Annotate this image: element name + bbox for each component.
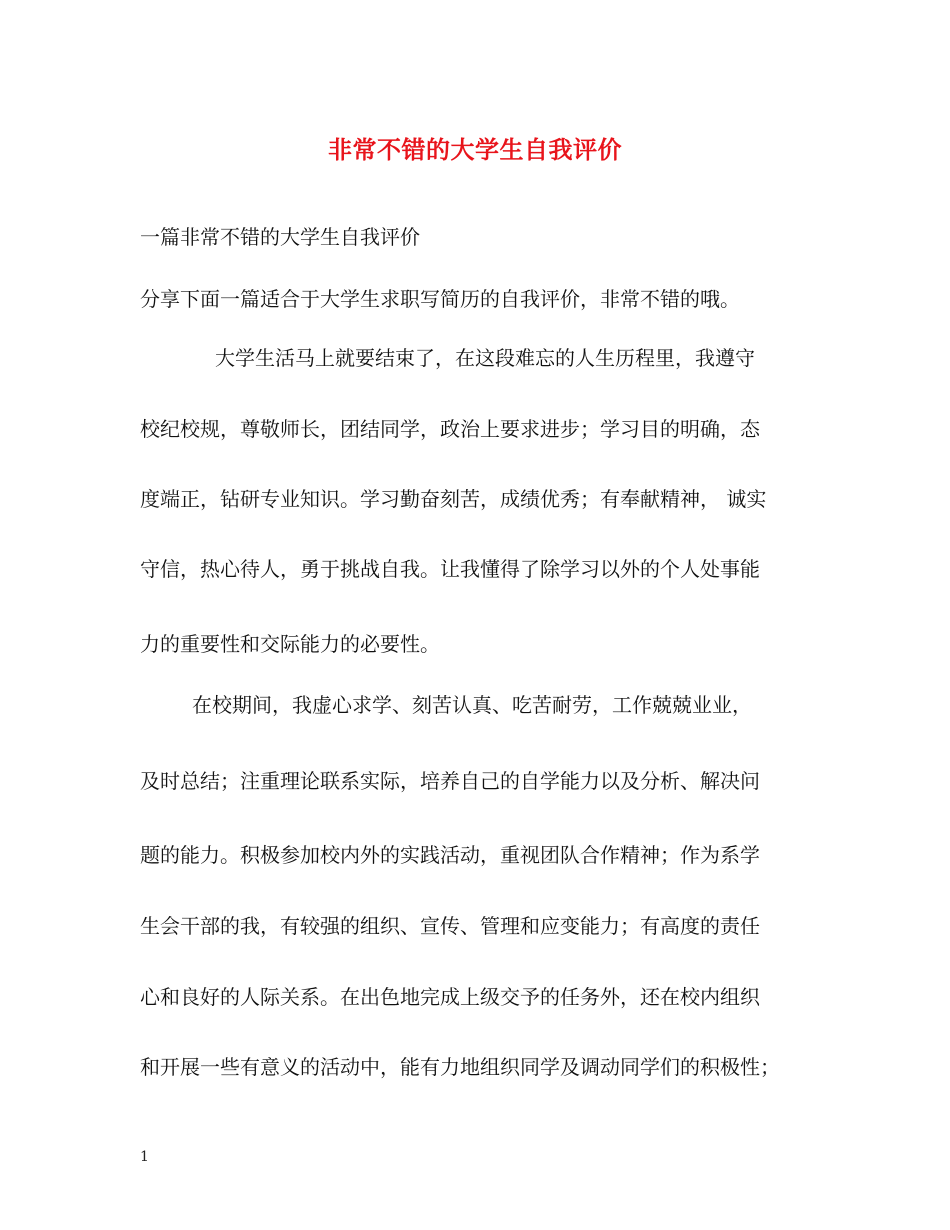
text-line: 分享下面一篇适合于大学生求职写简历的自我评价，非常不错的哦。	[140, 287, 740, 311]
text-line: 度端正，钻研专业知识。学习勤奋刻苦，成绩优秀；有奉献精神， 诚实	[140, 487, 767, 511]
page-number: 1	[140, 1149, 149, 1165]
text-line: 力的重要性和交际能力的必要性。	[140, 632, 440, 656]
text-line: 一篇非常不错的大学生自我评价	[140, 225, 420, 249]
document-title: 非常不错的大学生自我评价	[328, 135, 622, 164]
text-line: 校纪校规，尊敬师长，团结同学，政治上要求进步；学习目的明确，态	[140, 417, 760, 441]
text-line: 心和良好的人际关系。在出色地完成上级交予的任务外，还在校内组织	[140, 985, 760, 1009]
text-line: 大学生活马上就要结束了，在这段难忘的人生历程里，我遵守	[215, 346, 755, 370]
text-line: 生会干部的我，有较强的组织、宣传、管理和应变能力；有高度的责任	[140, 914, 760, 938]
text-line: 题的能力。积极参加校内外的实践活动，重视团队合作精神；作为系学	[140, 843, 760, 867]
text-line: 守信，热心待人，勇于挑战自我。让我懂得了除学习以外的个人处事能	[140, 557, 760, 581]
text-line: 和开展一些有意义的活动中，能有力地组织同学及调动同学们的积极性；	[140, 1055, 780, 1079]
text-line: 及时总结；注重理论联系实际，培养自己的自学能力以及分析、解决问	[140, 769, 760, 793]
text-line: 在校期间，我虚心求学、刻苦认真、吃苦耐劳，工作兢兢业业，	[192, 693, 752, 717]
